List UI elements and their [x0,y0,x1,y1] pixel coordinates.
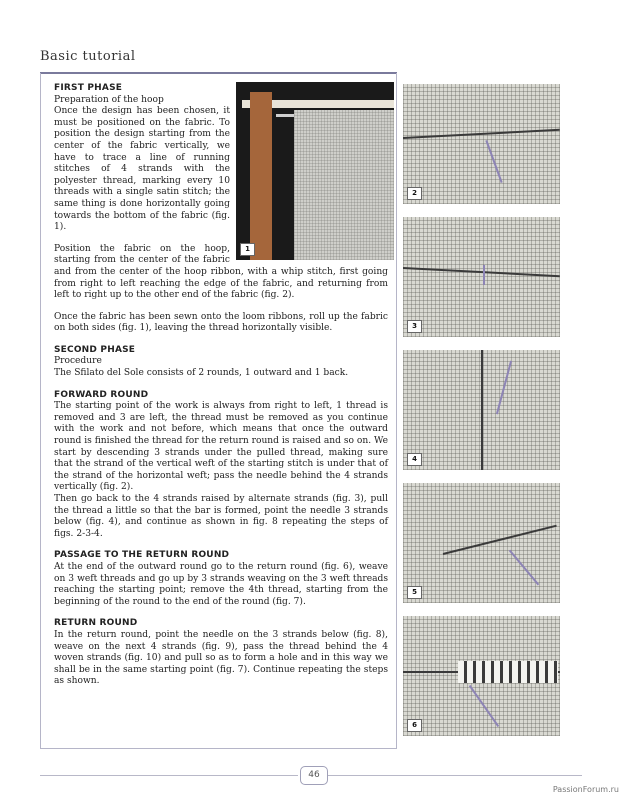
figure-1-hoop-photo [236,82,394,260]
thread [469,685,499,727]
drawn-thread-band [458,661,558,683]
needle [481,350,483,470]
figure-3-photo [403,217,560,337]
hoop-wooden-bar [250,92,272,260]
text-column [54,83,388,688]
hoop-screw [276,114,294,117]
first-phase-paragraph-2: Position the fabric on the hoop, starting from the center of the fabric and from the center of the hoop ribbon, with a whip stitch, first going from right to left reaching the edge of the fabric, and returning from left to right up to the other end of the fabric (fig. 2). [54,243,388,301]
figure-5-photo [403,483,560,603]
forward-round-paragraph-2: Then go back to the 4 strands raised by alternate strands (fig. 3), pull the thread a little so that the bar is formed, point the needle 3 strands below (fig. 4), and continue as shown in fig. 8 repeating the steps of figs. 2-3-4. [54,494,388,539]
needle [443,525,557,555]
thread [485,140,502,183]
figure-number: 1 [240,243,255,256]
watermark: PassionForum.ru [552,785,619,794]
return-round-heading: RETURN ROUND [54,618,138,629]
first-phase-heading: FIRST PHASE [54,83,123,93]
figure-number: 6 [407,719,422,732]
figure-number: 2 [407,187,422,200]
needle [403,129,560,139]
page-title: Basic tutorial [40,49,136,64]
figure-number: 4 [407,453,422,466]
forward-round-paragraph-1: The starting point of the work is always from right to left, 1 thread is removed and 3 are left, the thread must be removed as you continue with the work and not before, which means that once the outward round is finished the thread for the return round is raised and so on. We start by descending 3 strands under the pulled thread, making sure that the strand of the vertical weft of the starting stitch is under that of the strand of the horizontal weft; pass the needle behind the 4 strands vertically (fig. 2). [54,401,388,493]
figure-number: 3 [407,320,422,333]
second-phase-subheading: Procedure [54,356,102,367]
figure-2-photo [403,84,560,204]
hoop-fabric [294,110,394,260]
page-number: 46 [300,766,328,785]
second-phase-paragraph: The Sfilato del Sole consists of 2 rounds, 1 outward and 1 back. [54,368,349,379]
passage-paragraph: At the end of the outward round go to the return round (fig. 6), weave on 3 weft threads and go up by 3 strands weaving on the 3 weft threads reaching the starting point; remove the 4th thread, starting from the beginning of the round to the end of the round (fig. 7). [54,561,388,607]
return-round-paragraph: In the return round, point the needle on the 3 strands below (fig. 8), weave on the next 4 strands (fig. 9), pass the thread behind the 4 woven strands (fig. 10) and pull so as to form a hole and in this way we shall be in the same starting point (fig. 7). Continue repeating the steps as shown. [54,629,388,687]
thread [496,361,512,415]
thread [483,265,485,285]
forward-round-heading: FORWARD ROUND [54,389,149,400]
thread [509,550,539,586]
first-phase-subheading: Preparation of the hoop [54,94,164,105]
footer-rule-right [328,775,582,776]
second-phase-heading: SECOND PHASE [54,344,136,355]
figure-4-photo [403,350,560,470]
first-phase-paragraph-3: Once the fabric has been sewn onto the loom ribbons, roll up the fabric on both sides (fig. 1), leaving the thread horizontally visible. [54,311,388,334]
footer-rule-left [40,775,298,776]
figure-number: 5 [407,586,422,599]
passage-heading: PASSAGE TO THE RETURN ROUND [54,550,230,561]
first-phase-paragraph-1: Once the design has been chosen, it must be positioned on the fabric. To position the design starting from the center of the fabric vertically, we have to trace a line of running stitches of 4 strands with the polyester thread, marking every 10 threads with a single satin stitch; the same thing is done horizontally going towards the bottom of the fabric (fig. 1). [54,106,230,233]
needle [403,267,560,277]
figure-6-photo [403,616,560,736]
